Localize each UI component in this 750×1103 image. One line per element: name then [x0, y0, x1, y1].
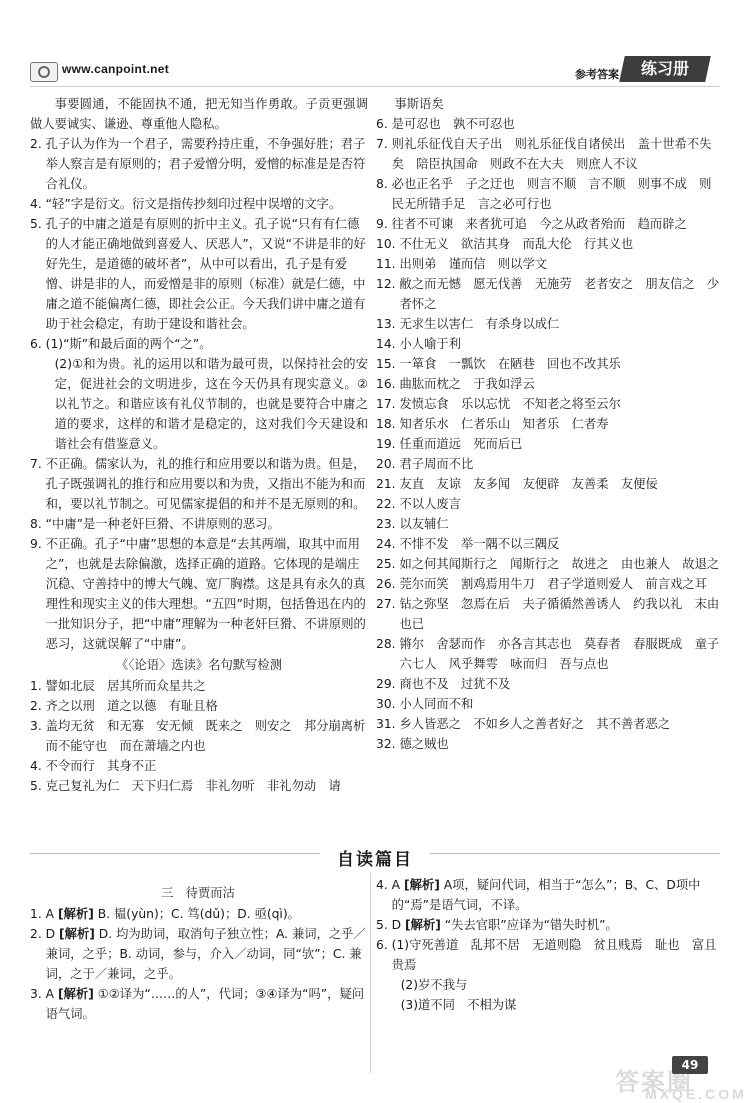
dictation-item	[376, 134, 720, 174]
item-number: 15.	[376, 357, 400, 371]
item-number: 32.	[376, 737, 400, 751]
site-url: www.canpoint.net	[62, 62, 170, 76]
dictation-item	[376, 594, 720, 634]
item-text: 一箪食 一瓢饮 在陋巷 回也不改其乐	[399, 357, 621, 371]
answer-subitem: (3)道不同 不相为谋	[400, 998, 517, 1012]
dictation-item	[376, 334, 720, 354]
bottom-right-column	[376, 875, 720, 1015]
dictation-item: 2. 齐之以刑 道之以德 有耻且格	[30, 699, 218, 713]
dictation-list	[376, 114, 720, 754]
item-text: 不仕无义 欲洁其身 而乱大伦 行其义也	[399, 237, 634, 251]
item-number: 24.	[376, 537, 400, 551]
dictation-item	[376, 574, 720, 594]
answer-item: 7. 不正确。儒家认为，礼的推行和应用要以和谐为贵。但是，孔子既强调礼的推行和应用要以和为贵，又指出不能为和而和，要以礼节制之。可见儒家提倡的和并不是无原则的和。	[30, 457, 366, 511]
item-text: 莞尔而笑 割鸡焉用牛刀 君子学道则爱人 前言戏之耳	[399, 577, 707, 591]
item-text: 敝之而无憾 愿无伐善 无施劳 老者安之 朋友信之 少者怀之	[399, 277, 720, 311]
item-text: 小人喻于利	[399, 337, 461, 351]
dictation-item	[376, 234, 720, 254]
right-column	[376, 94, 720, 754]
dictation-item	[376, 414, 720, 434]
item-text: 不以人废言	[399, 497, 461, 511]
item-number: 23.	[376, 517, 400, 531]
item-text: 乡人皆恶之 不如乡人之善者好之 其不善者恶之	[399, 717, 671, 731]
item-number: 12.	[376, 277, 400, 291]
item-number: 19.	[376, 437, 400, 451]
item-number: 28.	[376, 637, 400, 651]
item-number: 17.	[376, 397, 400, 411]
dictation-item	[376, 554, 720, 574]
watermark-logo: 答案圈 MXQE.COM	[615, 1069, 747, 1102]
item-text: 不悱不发 举一隅不以三隅反	[399, 537, 560, 551]
item-text: 以友辅仁	[399, 517, 449, 531]
header-divider	[30, 86, 720, 87]
item-text: 任重而道远 死而后已	[399, 437, 523, 451]
item-number: 26.	[376, 577, 400, 591]
answer-item: 8. “中庸”是一种老奸巨猾、不讲原则的恶习。	[30, 517, 280, 531]
item-text: 必也正名乎 子之迂也 则言不顺 言不顺 则事不成 则民无所错手足 言之必可行也	[391, 177, 712, 211]
dictation-item	[376, 314, 720, 334]
item-number: 29.	[376, 677, 400, 691]
answer-item: 6. (1)“斯”和最后面的两个“之”。	[30, 337, 212, 351]
dictation-item	[376, 394, 720, 414]
item-text: 德之贼也	[399, 737, 449, 751]
item-number: 27.	[376, 597, 400, 611]
answer-item: 4. A [解析] A项，疑问代词，相当于“怎么”；B、C、D项中的“焉”是语气词，不译。	[376, 878, 701, 912]
item-text: 则礼乐征伐自天子出 则礼乐征伐自诸侯出 盖十世希不失矣 陪臣执国命 则政不在大夫 则庶人不议	[391, 137, 712, 171]
paragraph: 事要圆通，不能固执不通，把无知当作勇敢。子贡更强调做人要诚实、谦逊、尊重他人隐私。	[30, 97, 368, 131]
item-number: 30.	[376, 697, 400, 711]
dictation-item	[376, 374, 720, 394]
section-title: 自读篇目	[337, 850, 413, 870]
dictation-item: 1. 譬如北辰 居其所而众星共之	[30, 679, 206, 693]
dictation-item	[376, 114, 720, 134]
item-text: 友直 友谅 友多闻 友便辟 友善柔 友便佞	[399, 477, 658, 491]
item-text: 钻之弥坚 忽焉在后 夫子循循然善诱人 约我以礼 末由也已	[399, 597, 720, 631]
dictation-item	[376, 534, 720, 554]
bottom-left-column	[30, 882, 366, 1024]
dictation-item	[376, 734, 720, 754]
item-number: 7.	[376, 137, 392, 151]
item-number: 13.	[376, 317, 400, 331]
item-text: 是可忍也 孰不可忍也	[391, 117, 515, 131]
dictation-item	[376, 674, 720, 694]
dictation-item	[376, 254, 720, 274]
item-number: 21.	[376, 477, 400, 491]
item-text: 锵尔 舍瑟而作 亦各言其志也 莫春者 春服既成 童子六七人 风乎舞雩 咏而归 吾与点也	[399, 637, 720, 671]
item-number: 9.	[376, 217, 392, 231]
left-column	[30, 94, 368, 796]
item-number: 8.	[376, 177, 392, 191]
dictation-item	[376, 634, 720, 674]
item-number: 14.	[376, 337, 400, 351]
item-text: 往者不可谏 来者犹可追 今之从政者殆而 趋而辟之	[391, 217, 687, 231]
dictation-item	[376, 474, 720, 494]
dictation-item	[376, 214, 720, 234]
item-number: 16.	[376, 377, 400, 391]
dictation-item	[376, 434, 720, 454]
answer-item: 9. 不正确。孔子“中庸”思想的本意是“去其两端，取其中而用之”，也就是去除偏激，选择正确的道路。它体现的是端庄沉稳、守善持中的博大气魄、宽厂胸襟。这是具有永久的真理性和现实主义的伟大理想。“五四”时期，包括鲁迅在内的一批知识分子，把“中庸”理解为一种老奸巨猾、不讲原则的恶习，这就误解了“中庸”。	[30, 537, 366, 651]
answer-item: 5. 孔子的中庸之道是有原则的折中主义。孔子说“只有有仁德的人才能正确地做到喜爱人、厌恶人”，又说“不讲是非的好好先生，是道德的破坏者”，从中可以看出，孔子是有爱憎、讲是非的人，而爱憎是非的原则（标准）就是仁德，中庸之道不能偏离仁德，即社会公正。今天我们讲中庸之道有助于社会稳定，有助于建设和谐社会。	[30, 217, 366, 331]
item-text: 发愤忘食 乐以忘忧 不知老之将至云尔	[399, 397, 621, 411]
item-number: 20.	[376, 457, 400, 471]
answer-item: 2. D [解析] D. 均为助词，取消句子独立性；A. 兼词，之乎／兼词，之乎；B. 动词，参与，介入／动词，同“欤”；C. 兼词，之于／兼词，之乎。	[30, 927, 366, 981]
item-text: 无求生以害仁 有杀身以成仁	[399, 317, 560, 331]
item-text: 出则弟 谨而信 则以学文	[399, 257, 548, 271]
dictation-item	[376, 454, 720, 474]
sub-heading: 《〈论语〉选读》名句默写检测	[115, 658, 282, 672]
dictation-item: 4. 不令而行 其身不正	[30, 759, 157, 773]
answer-item: 5. D [解析] “失去官职”应译为“错失时机”。	[376, 918, 618, 932]
chapter-heading: 三 待贾而沽	[161, 886, 235, 900]
item-number: 31.	[376, 717, 400, 731]
answer-item: 3. A [解析] ①②译为“……的人”，代词；③④译为“吗”，疑问语气词。	[30, 987, 365, 1021]
dictation-item	[376, 494, 720, 514]
item-text: 商也不及 过犹不及	[399, 677, 511, 691]
item-number: 22.	[376, 497, 400, 511]
item-text: 如之何其闻斯行之 闻斯行之 故进之 由也兼人 故退之	[399, 557, 720, 571]
answer-subitem: (2)岁不我与	[400, 978, 468, 992]
item-number: 18.	[376, 417, 400, 431]
dictation-item	[376, 714, 720, 734]
dictation-item	[376, 174, 720, 214]
page-number: 49	[672, 1056, 708, 1074]
column-divider	[370, 873, 371, 1073]
dictation-item	[376, 274, 720, 314]
item-number: 6.	[376, 117, 392, 131]
answer-item: 6. (1)守死善道 乱邦不居 无道则隐 贫且贱焉 耻也 富且贵焉	[376, 938, 717, 972]
item-number: 25.	[376, 557, 400, 571]
item-text: 小人同而不和	[399, 697, 474, 711]
item-number: 10.	[376, 237, 400, 251]
item-text: 君子周而不比	[399, 457, 474, 471]
answer-item: 1. A [解析] B. 韫(yùn)；C. 笃(dǔ)；D. 亟(qì)。	[30, 907, 300, 921]
dictation-continuation: 事斯语矣	[394, 97, 444, 111]
item-number: 11.	[376, 257, 400, 271]
publisher-logo-icon	[30, 62, 58, 82]
dictation-item: 5. 克己复礼为仁 天下归仁焉 非礼勿听 非礼勿动 请	[30, 779, 341, 793]
book-tag: 练习册	[619, 56, 711, 82]
item-text: 知者乐水 仁者乐山 知者乐 仁者寿	[399, 417, 609, 431]
item-text: 曲肱而枕之 于我如浮云	[399, 377, 535, 391]
answer-subitem: (2)①和为贵。礼的运用以和谐为最可贵，以保持社会的安定，促进社会的文明进步，这在今天仍具有现实意义。②以礼节之。和谐应该有礼仪节制的，也就是要符合中庸之道的要求，这样的和谐才是稳定的，这对我们今天建设和谐社会有借鉴意义。	[54, 357, 368, 451]
answer-label: 参考答案	[575, 68, 619, 81]
dictation-item: 3. 盖均无贫 和无寡 安无倾 既来之 则安之 邦分崩离析而不能守也 而在萧墙之内也	[30, 719, 366, 753]
dictation-item	[376, 694, 720, 714]
dictation-item	[376, 514, 720, 534]
dictation-item	[376, 354, 720, 374]
answer-item: 4. “轻”字是衍文。衍文是指传抄刻印过程中误增的文字。	[30, 197, 342, 211]
page-header	[0, 52, 750, 86]
answer-item: 2. 孔子认为作为一个君子，需要矜持庄重，不争强好胜；君子举人察言是有原则的；君子爱憎分明，爱憎的标准是是否符合礼仪。	[30, 137, 366, 191]
